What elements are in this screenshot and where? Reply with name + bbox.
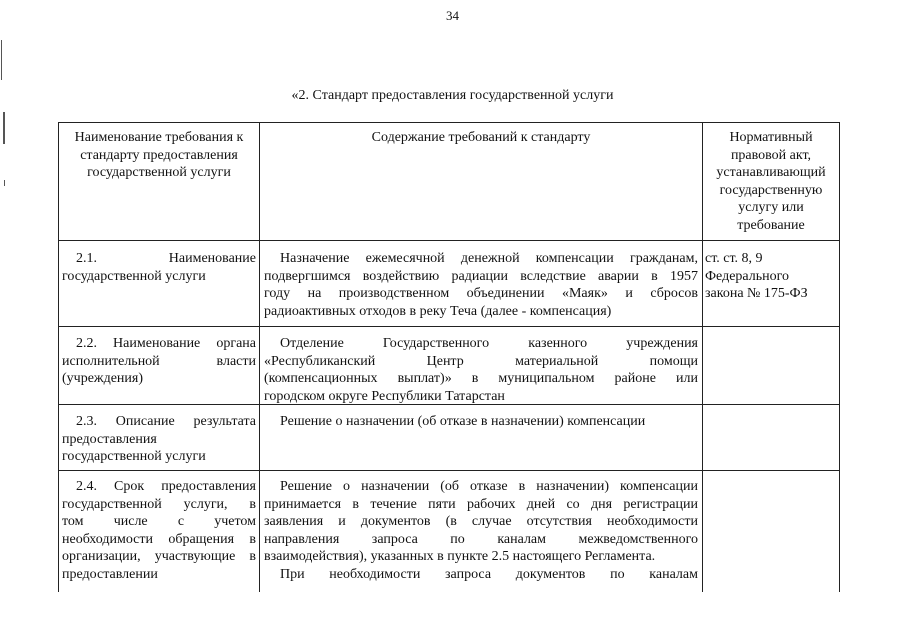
row-2-4-content-line: принимается в течение пяти рабочих дней со дня регистрации (264, 496, 698, 512)
header-requirement-content: Содержание требований к стандарту (371, 130, 591, 145)
row-2-2-content-line: городском округе Республики Татарстан (264, 388, 505, 404)
row-2-4-name-line: необходимости обращения в (62, 531, 256, 547)
row-2-1-name-line: 2.1. Наименование (76, 251, 256, 266)
scan-margin-mark (4, 180, 5, 186)
header-legal-act: Нормативный правовой акт, устанавливающий государственную услугу или требование (716, 130, 826, 233)
row-2-2-name (62, 335, 256, 388)
row-2-1-name-line: государственной услуги (62, 268, 206, 284)
row-2-4-content-line: заявления и документов (в случае отсутствия необходимости (264, 514, 698, 529)
row-2-3-content (280, 413, 698, 431)
row-2-2-content-line: «Республиканский Центр материальной помощи (264, 353, 698, 369)
row-2-2-name-line: исполнительной власти (62, 353, 256, 369)
row-2-4-content (264, 478, 698, 583)
row-2-4-name-line: 2.4. Срок предоставления (76, 479, 256, 494)
row-2-2-content (264, 335, 698, 405)
row-2-1-content-line: подвергшимся воздействию радиации вследствие аварии в 1957 (264, 268, 698, 284)
row-2-4-name-line: организации, участвующие в (62, 549, 256, 564)
row-2-1-legal-act (705, 250, 835, 303)
row-2-4-name-line: том числе с учетом (62, 514, 256, 529)
row-2-3-content-line: Решение о назначении (об отказе в назначении) компенсации (280, 414, 646, 429)
row-2-4-name-line: государственной услуги, в (62, 496, 256, 512)
row-2-1-act-line: закона № 175-ФЗ (705, 286, 808, 301)
row-2-2-content-line: (компенсационных выплат)» в муниципальном районе или (264, 371, 698, 386)
table-title: «2. Стандарт предоставления государственной услуги (291, 88, 614, 103)
row-2-4-name-line: предоставлении (62, 566, 158, 582)
row-2-1-content-line: радиоактивных отходов в реку Теча (далее - компенсация) (264, 303, 612, 319)
row-2-2-name-line: (учреждения) (62, 371, 144, 386)
row-2-4-name (62, 478, 256, 583)
row-2-2-name-line: 2.2. Наименование органа (76, 336, 256, 351)
row-2-4-content-line: Решение о назначении (об отказе в назначении) компенсации (280, 479, 698, 494)
row-2-4-content-line: При необходимости запроса документов по каналам (280, 566, 698, 582)
page-number: 34 (446, 8, 459, 23)
row-2-1-act-line: Федерального (705, 268, 790, 284)
row-2-4-content-line: взаимодействия), указанных в пункте 2.5 настоящего Регламента. (264, 549, 656, 564)
row-2-1-content-line: году на производственном объединении «Маяк» и сбросов (264, 286, 698, 301)
row-2-3-name-line: 2.3. Описание результата (76, 414, 256, 429)
scan-margin-mark (1, 40, 2, 80)
header-requirement-name: Наименование требования к стандарту предоставления государственной услуги (74, 130, 244, 180)
row-2-1-act-line: ст. ст. 8, 9 (705, 251, 763, 266)
row-2-3-name (62, 413, 256, 466)
row-2-4-content-line: направления запроса по каналам межведомственного (264, 531, 698, 547)
row-2-1-name (62, 250, 256, 285)
row-2-3-name-line: предоставления (62, 431, 157, 447)
row-2-3-name-line: государственной услуги (62, 449, 206, 464)
row-2-2-content-line: Отделение Государственного казенного учреждения (280, 336, 698, 351)
row-2-1-content (264, 250, 698, 320)
scan-margin-mark (3, 112, 5, 144)
row-2-1-content-line: Назначение ежемесячной денежной компенсации гражданам, (280, 251, 698, 266)
